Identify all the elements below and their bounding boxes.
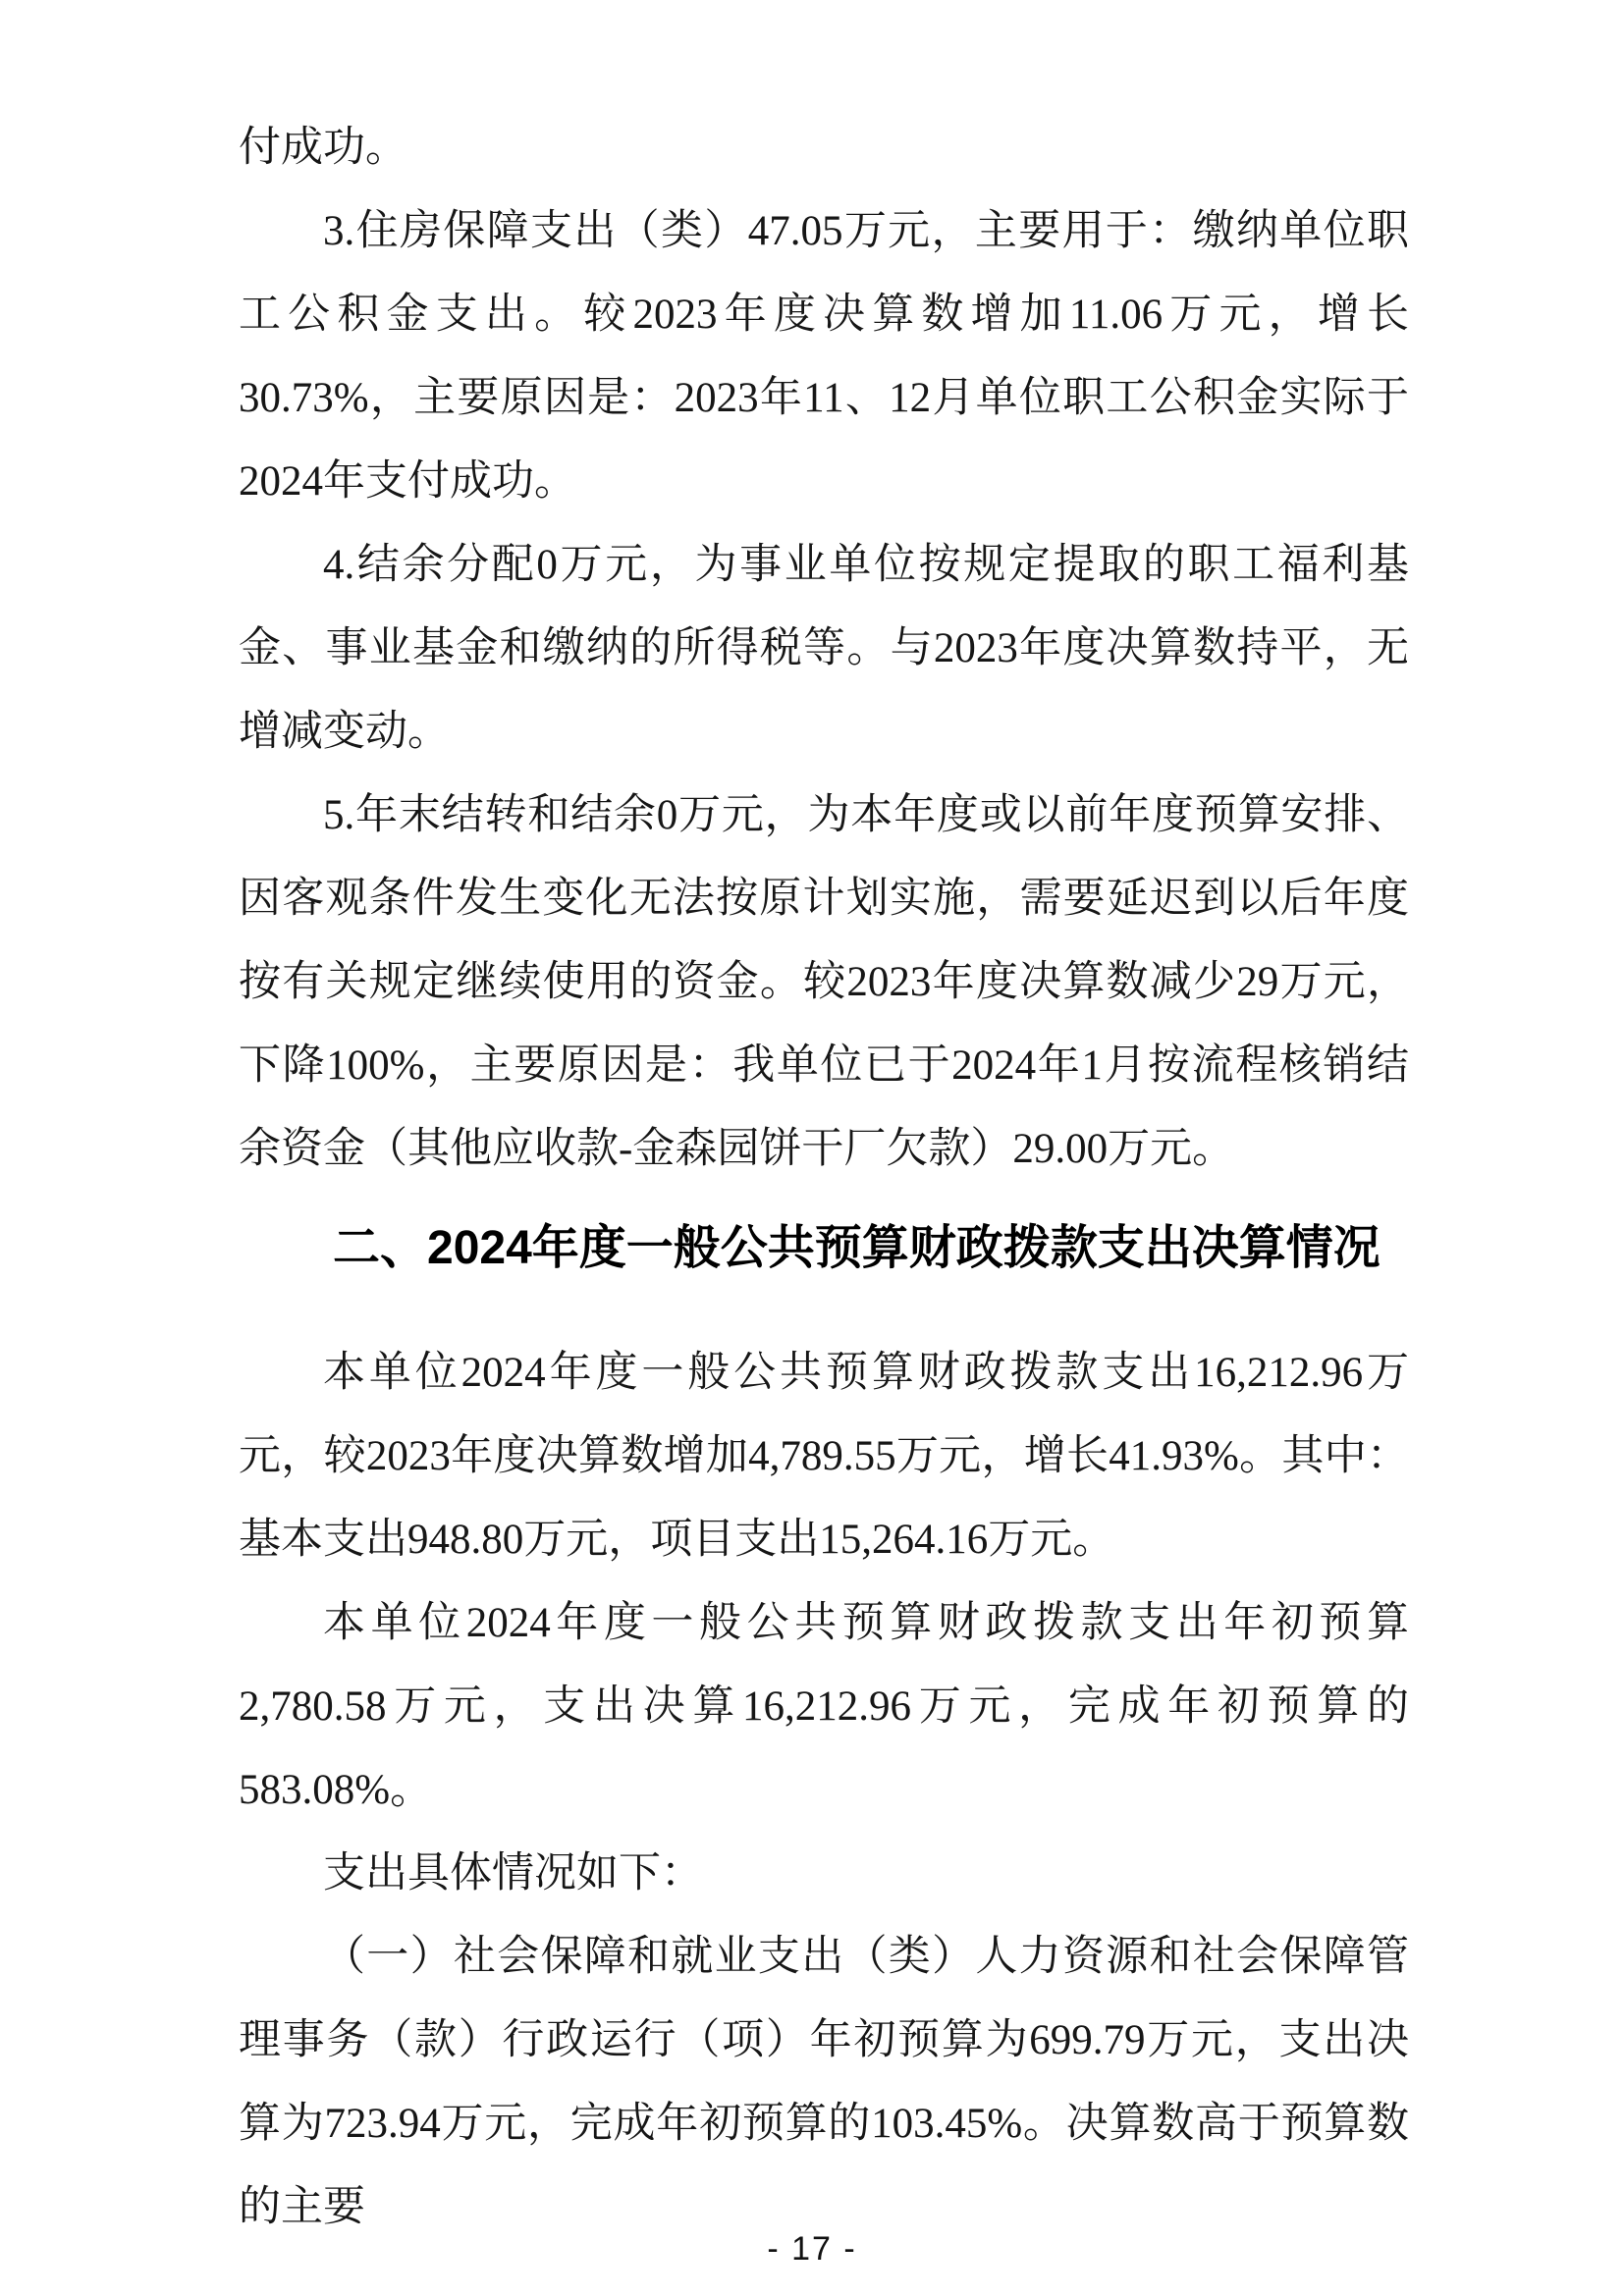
- paragraph-item-3-housing: 3.住房保障支出（类）47.05万元，主要用于：缴纳单位职工公积金支出。较2023年度决算数增加11.06万元，增长30.73%，主要原因是：2023年11、12月单位职工公积金实际于2024年支付成功。: [239, 208, 1409, 505]
- paragraph-fiscal-expenditure-total: 本单位2024年度一般公共预算财政拨款支出16,212.96万元，较2023年度决算数增加4,789.55万元，增长41.93%。其中：基本支出948.80万元，项目支出15,264.16万元。: [239, 1350, 1409, 1563]
- document-body: [239, 106, 1409, 2249]
- paragraph-item-5-year-end-carryover: 5.年末结转和结余0万元，为本年度或以前年度预算安排、因客观条件发生变化无法按原计划实施，需要延迟到以后年度按有关规定继续使用的资金。较2023年度决算数减少29万元，下降100%，主要原因是：我单位已于2024年1月按流程核销结余资金（其他应收款-金森园饼干厂欠款）29.00万元。: [239, 792, 1409, 1172]
- page-number: - 17 -: [767, 2230, 857, 2268]
- paragraph-item-4-surplus-distribution: 4.结余分配0万元，为事业单位按规定提取的职工福利基金、事业基金和缴纳的所得税等。与2023年度决算数持平，无增减变动。: [239, 542, 1409, 755]
- section-heading: 二、2024年度一般公共预算财政拨款支出决算情况: [333, 1222, 1380, 1274]
- paragraph-continuation: 付成功。: [239, 125, 407, 171]
- paragraph-budget-vs-final: 本单位2024年度一般公共预算财政拨款支出年初预算2,780.58万元，支出决算16,212.96万元，完成年初预算的583.08%。: [239, 1600, 1409, 1813]
- page-footer: [0, 2230, 1624, 2269]
- paragraph-social-security-item: （一）社会保障和就业支出（类）人力资源和社会保障管理事务（款）行政运行（项）年初预算为699.79万元，支出决算为723.94万元，完成年初预算的103.45%。决算数高于预算数的主要: [239, 1934, 1409, 2230]
- paragraph-details-intro: 支出具体情况如下：: [323, 1850, 703, 1896]
